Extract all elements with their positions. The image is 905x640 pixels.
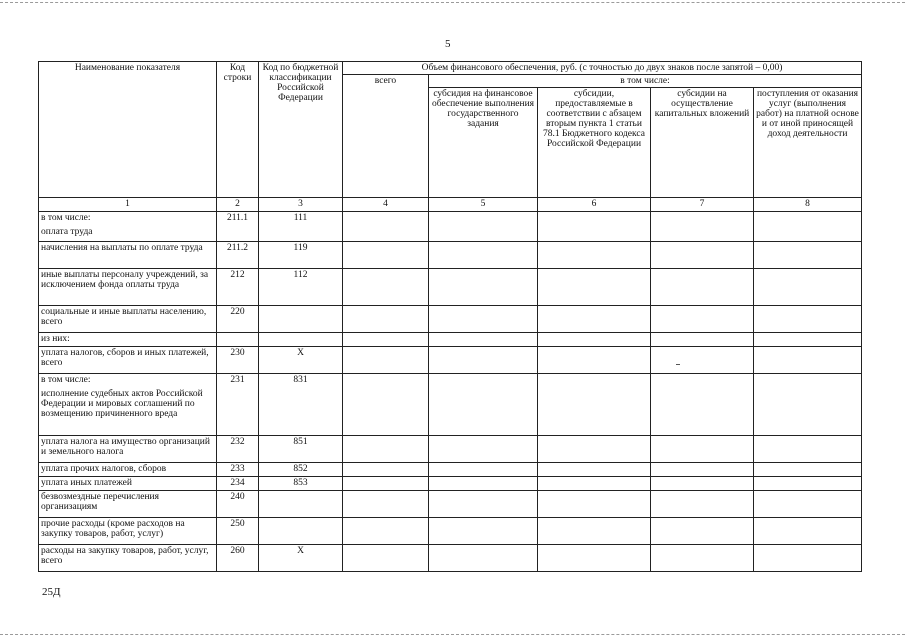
row-budget-code: 111 [259, 212, 343, 242]
header-sub1: субсидия на финансовое обеспечение выполнения государственного задания [429, 88, 538, 198]
row-name [39, 212, 217, 242]
value-cell [651, 518, 754, 545]
value-cell [343, 269, 429, 306]
value-cell [754, 545, 862, 572]
value-cell [651, 306, 754, 333]
value-cell [754, 463, 862, 477]
row-label: в том числе: [41, 213, 91, 223]
col-number: 8 [754, 198, 862, 212]
financial-table [38, 61, 862, 572]
value-cell [429, 518, 538, 545]
value-cell [651, 545, 754, 572]
value-cell [651, 436, 754, 463]
value-cell [754, 347, 862, 374]
table-row [39, 212, 862, 242]
col-number: 2 [217, 198, 259, 212]
value-cell [343, 374, 429, 436]
scan-edge-top [0, 2, 905, 3]
value-cell [651, 242, 754, 269]
table-row [39, 306, 862, 333]
value-cell [343, 347, 429, 374]
header-funding: Объем финансового обеспечения, руб. (с точностью до двух знаков после запятой – 0,00) [343, 62, 862, 75]
row-sublabel: оплата труда [41, 227, 93, 237]
value-cell [538, 333, 651, 347]
table-row [39, 374, 862, 436]
value-cell [538, 436, 651, 463]
value-cell [343, 333, 429, 347]
row-name: безвозмездные перечисления организациям [39, 491, 217, 518]
table-row [39, 463, 862, 477]
header-code: Код строки [217, 62, 259, 198]
table-row [39, 436, 862, 463]
footer-code: 25Д [42, 586, 61, 598]
value-cell [538, 518, 651, 545]
table-row [39, 545, 862, 572]
col-number: 7 [651, 198, 754, 212]
row-name: из них: [39, 333, 217, 347]
row-budget-code [259, 333, 343, 347]
col-number: 5 [429, 198, 538, 212]
row-budget-code: 853 [259, 477, 343, 491]
table-row [39, 333, 862, 347]
value-cell [343, 518, 429, 545]
value-cell [651, 212, 754, 242]
page-number: 5 [445, 38, 451, 50]
row-budget-code [259, 491, 343, 518]
row-code: 260 [217, 545, 259, 572]
col-number: 6 [538, 198, 651, 212]
value-cell [651, 463, 754, 477]
value-cell [754, 212, 862, 242]
row-name: социальные и иные выплаты населению, всего [39, 306, 217, 333]
row-code: 250 [217, 518, 259, 545]
value-cell [538, 477, 651, 491]
value-cell [538, 242, 651, 269]
value-cell [754, 306, 862, 333]
value-cell [754, 242, 862, 269]
row-budget-code: 851 [259, 436, 343, 463]
header-sub3: субсидии на осуществление капитальных вложений [651, 88, 754, 198]
row-name: уплата налога на имущество организаций и земельного налога [39, 436, 217, 463]
value-cell [754, 269, 862, 306]
value-cell [754, 374, 862, 436]
table-row [39, 518, 862, 545]
col-number: 3 [259, 198, 343, 212]
header-sub4: поступления от оказания услуг (выполнения работ) на платной основе и от иной приносящей доход деятельности [754, 88, 862, 198]
value-cell [651, 491, 754, 518]
row-name: иные выплаты персоналу учреждений, за исключением фонда оплаты труда [39, 269, 217, 306]
value-cell [538, 463, 651, 477]
value-cell [429, 491, 538, 518]
value-cell [651, 269, 754, 306]
row-code: 232 [217, 436, 259, 463]
row-name [39, 374, 217, 436]
value-cell [538, 347, 651, 374]
value-cell [429, 333, 538, 347]
row-code: 230 [217, 347, 259, 374]
row-name: начисления на выплаты по оплате труда [39, 242, 217, 269]
value-cell [538, 491, 651, 518]
row-budget-code: 119 [259, 242, 343, 269]
table-row [39, 491, 862, 518]
row-code: 233 [217, 463, 259, 477]
row-code: 234 [217, 477, 259, 491]
row-name: расходы на закупку товаров, работ, услуг, всего [39, 545, 217, 572]
table-row [39, 347, 862, 374]
value-cell [429, 374, 538, 436]
value-cell [343, 242, 429, 269]
value-cell [343, 545, 429, 572]
table-row [39, 269, 862, 306]
row-code: 211.1 [217, 212, 259, 242]
value-cell [538, 269, 651, 306]
header-including: в том числе: [429, 75, 862, 88]
row-budget-code [259, 518, 343, 545]
value-cell [429, 436, 538, 463]
row-budget-code: 852 [259, 463, 343, 477]
value-cell [429, 242, 538, 269]
value-cell [429, 269, 538, 306]
row-code: 231 [217, 374, 259, 436]
value-cell [754, 436, 862, 463]
table-row [39, 477, 862, 491]
value-cell [651, 333, 754, 347]
value-cell [538, 306, 651, 333]
value-cell [651, 374, 754, 436]
row-budget-code [259, 306, 343, 333]
row-name: уплата прочих налогов, сборов [39, 463, 217, 477]
value-cell [538, 212, 651, 242]
column-number-row [39, 198, 862, 212]
value-cell [343, 212, 429, 242]
row-budget-code: 831 [259, 374, 343, 436]
scan-speck [676, 364, 680, 365]
value-cell [429, 306, 538, 333]
row-name: уплата налогов, сборов и иных платежей, всего [39, 347, 217, 374]
header-budget-code: Код по бюджетной классификации Российской Федерации [259, 62, 343, 198]
scan-edge-bottom [0, 634, 905, 635]
value-cell [754, 477, 862, 491]
row-code: 240 [217, 491, 259, 518]
value-cell [754, 491, 862, 518]
header-total: всего [343, 75, 429, 198]
value-cell [754, 518, 862, 545]
value-cell [429, 347, 538, 374]
value-cell [343, 477, 429, 491]
value-cell [538, 374, 651, 436]
value-cell [343, 463, 429, 477]
value-cell [429, 545, 538, 572]
value-cell [343, 306, 429, 333]
row-code: 212 [217, 269, 259, 306]
row-code: 220 [217, 306, 259, 333]
header-sub2: субсидии, предоставляемые в соответствии с абзацем вторым пункта 1 статьи 78.1 Бюджетного кодекса Российской Федерации [538, 88, 651, 198]
value-cell [538, 545, 651, 572]
row-code: 211.2 [217, 242, 259, 269]
value-cell [651, 477, 754, 491]
col-number: 4 [343, 198, 429, 212]
value-cell [343, 491, 429, 518]
row-budget-code: X [259, 545, 343, 572]
value-cell [429, 212, 538, 242]
header-row-1 [39, 62, 862, 75]
row-code [217, 333, 259, 347]
row-label: в том числе: [41, 375, 91, 385]
row-budget-code: X [259, 347, 343, 374]
row-name: уплата иных платежей [39, 477, 217, 491]
col-number: 1 [39, 198, 217, 212]
row-budget-code: 112 [259, 269, 343, 306]
table-row [39, 242, 862, 269]
header-name: Наименование показателя [39, 62, 217, 198]
value-cell [651, 347, 754, 374]
value-cell [754, 333, 862, 347]
row-sublabel: исполнение судебных актов Российской Федерации и мировых соглашений по возмещению причиненного вреда [41, 389, 203, 419]
row-name: прочие расходы (кроме расходов на закупку товаров, работ, услуг) [39, 518, 217, 545]
value-cell [429, 477, 538, 491]
value-cell [343, 436, 429, 463]
value-cell [429, 463, 538, 477]
